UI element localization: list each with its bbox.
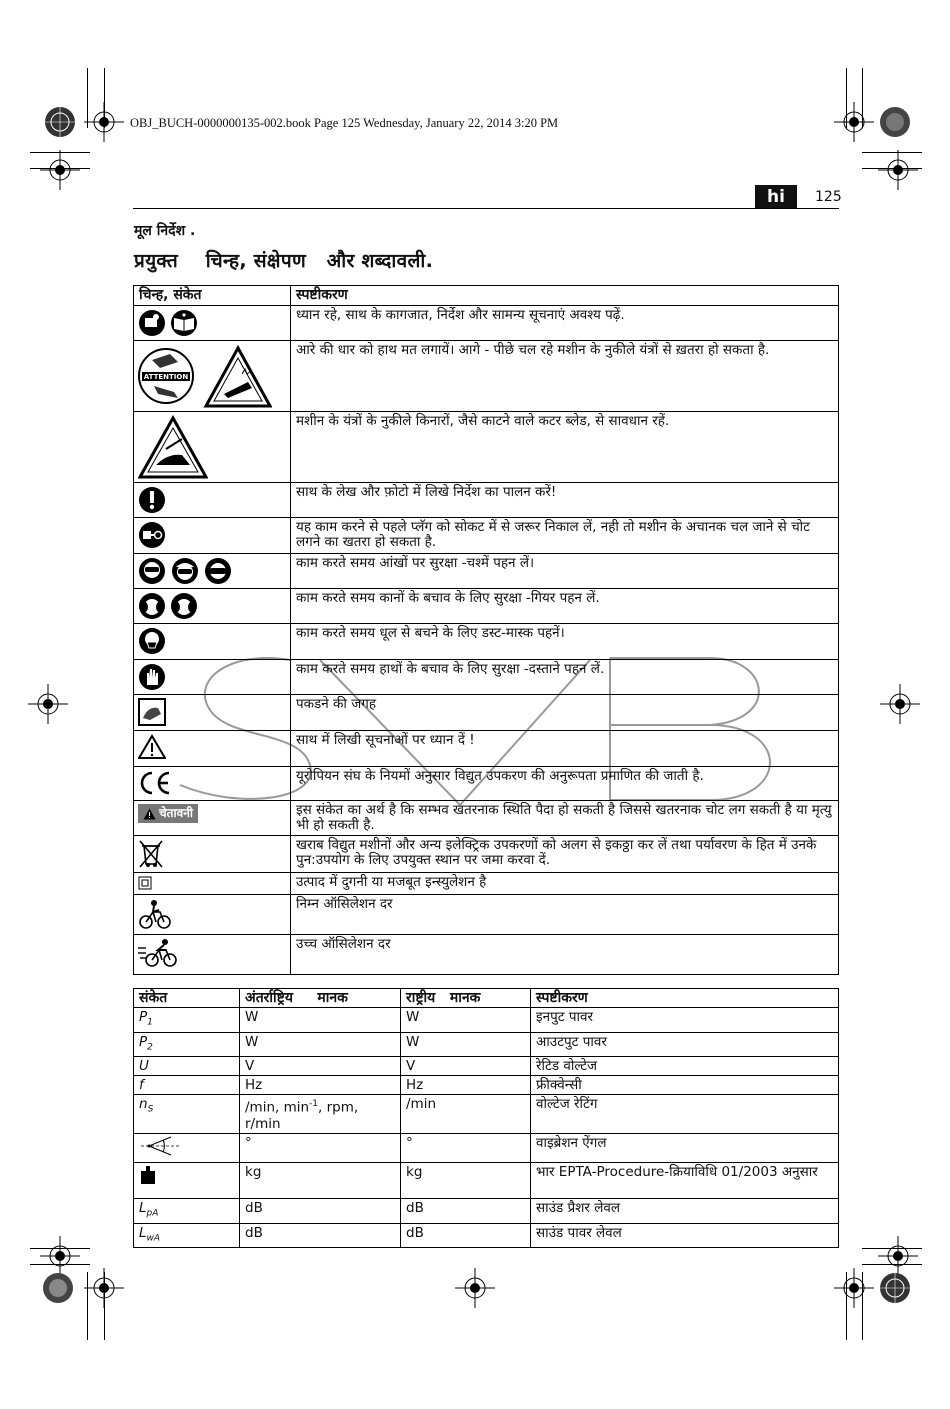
table-row — [134, 483, 839, 518]
intl-unit: Hz — [240, 1076, 401, 1095]
table-row — [134, 695, 839, 731]
symbols-table-header — [134, 286, 839, 306]
table-row — [134, 801, 839, 836]
row-explanation: पकडने की जगह — [291, 695, 839, 731]
unit-explanation: इनपुट पावर — [531, 1008, 839, 1033]
dust-mask-icon — [138, 627, 166, 655]
symbols-table — [133, 285, 839, 975]
header-international: अंतर्राष्ट्रिय मानक — [240, 989, 401, 1008]
crosshair-mark-icon — [834, 102, 874, 142]
row-explanation: मशीन के यंत्रों के नुकीले किनारों, जैसे काटने वाले कटर ब्लेड, से सावधान रहें. — [291, 412, 839, 483]
crosshair-mark-icon — [834, 1268, 874, 1308]
table-row — [134, 767, 839, 801]
page-subtitle: मूल निर्देश . — [134, 223, 196, 239]
row-explanation: इस संकेत का अर्थ है कि सम्भव खतरनाक स्थिति पैदा हो सकती है जिससे खतरनाक चोट लग सकती है या मृत्यु भी हो सकती है. — [291, 801, 839, 836]
language-tab: hi — [755, 185, 797, 209]
symbol-subscript: wA — [146, 1233, 161, 1244]
gloves-icon — [138, 663, 166, 691]
table-row — [134, 1008, 839, 1033]
header-explanation: स्पष्टीकरण — [291, 286, 839, 306]
unit-symbol — [134, 1198, 240, 1223]
crosshair-mark-icon — [880, 684, 920, 724]
table-row — [134, 1076, 839, 1095]
row-explanation: काम करते समय कानों के बचाव के लिए सुरक्षा -गियर पहन लें. — [291, 589, 839, 624]
unit-explanation: भार EPTA-Procedure-क्रियाविधि 01/2003 अनुसार — [531, 1162, 839, 1198]
intl-unit: W — [240, 1032, 401, 1057]
table-row — [134, 660, 839, 695]
row-explanation: काम करते समय धूल से बचने के लिए डस्ट-मास्क पहनें। — [291, 624, 839, 660]
slow-cyclist-icon — [138, 898, 172, 930]
eye-protection-icon — [138, 557, 232, 585]
table-row — [134, 624, 839, 660]
registration-mark-icon — [38, 1268, 78, 1308]
row-explanation: उच्च ऑसिलेशन दर — [291, 935, 839, 975]
natl-unit: Hz — [401, 1076, 531, 1095]
table-row — [134, 731, 839, 767]
unit-symbol — [134, 1095, 240, 1134]
symbol-letter: P — [139, 1033, 148, 1050]
symbol-letter: L — [139, 1199, 147, 1216]
registration-mark-icon — [40, 102, 80, 142]
row-explanation: खराब विद्युत मशीनों और अन्य इलेक्ट्रिक उपकरणों को अलग से इकठ्ठा कर लें तथा पर्यावरण के हित में उनके पुन:उपयोग के लिए उपयुक्त स्थान पर जमा करवा दें. — [291, 836, 839, 873]
page-title: प्रयुक्त चिन्ह, संक्षेपण और शब्दावली. — [134, 250, 434, 272]
units-table — [133, 988, 839, 1248]
natl-unit: W — [401, 1032, 531, 1057]
unit-explanation: रेटिड वोल्टेज — [531, 1057, 839, 1076]
unit-explanation: साउंड प्रैशर लेवल — [531, 1198, 839, 1223]
table-row — [134, 306, 839, 341]
attention-blade-icon — [138, 344, 272, 408]
symbol-letter: U — [139, 1058, 149, 1075]
weee-bin-icon — [138, 839, 164, 869]
warning-badge-icon — [143, 808, 156, 820]
crosshair-mark-icon — [28, 684, 68, 724]
row-explanation: ध्यान रहे, साथ के कागजात, निर्देश और सामन्य सूचनाएं अवश्य पढ़ें. — [291, 306, 839, 341]
ce-mark-icon — [138, 770, 172, 796]
symbol-letter: n — [139, 1096, 148, 1113]
double-insulation-icon — [138, 876, 152, 890]
row-explanation: साथ के लेख और फ़ोटो में लिखे निर्देश का पालन करें! — [291, 483, 839, 518]
table-row — [134, 1223, 839, 1248]
crosshair-mark-icon — [40, 150, 80, 190]
unit-symbol — [134, 1223, 240, 1248]
unit-explanation: आउटपुट पावर — [531, 1032, 839, 1057]
header-symbol: संकेत — [134, 989, 240, 1008]
table-row — [134, 1162, 839, 1198]
crosshair-mark-icon — [878, 150, 918, 190]
symbol-letter: P — [139, 1009, 148, 1025]
unit-symbol — [134, 1008, 240, 1033]
row-explanation: साथ में लिखी सूचनाओं पर ध्यान दें ! — [291, 731, 839, 767]
grip-area-icon — [138, 698, 166, 726]
table-row — [134, 1133, 839, 1162]
row-explanation: आरे की धार को हाथ मत लगायें। आगे - पीछे चल रहे मशीन के नुकीले यंत्रों से ख़तरा हो सकता है. — [291, 341, 839, 412]
header-explanation: स्पष्टीकरण — [531, 989, 839, 1008]
natl-unit: V — [401, 1057, 531, 1076]
unit-symbol — [134, 1133, 240, 1162]
natl-unit: ° — [401, 1133, 531, 1162]
row-explanation: काम करते समय हाथों के बचाव के लिए सुरक्षा -दस्ताने पहन लें. — [291, 660, 839, 695]
unit-explanation: साउंड पावर लेवल — [531, 1223, 839, 1248]
ear-protection-icon — [138, 592, 200, 620]
intl-unit: dB — [240, 1223, 401, 1248]
unit-symbol — [134, 1032, 240, 1057]
table-row — [134, 554, 839, 589]
natl-unit: dB — [401, 1223, 531, 1248]
crosshair-mark-icon — [84, 1268, 124, 1308]
row-explanation: काम करते समय आंखों पर सुरक्षा -चश्में पहन लें। — [291, 554, 839, 589]
symbol-subscript: S — [147, 1105, 154, 1116]
symbol-subscript: 1 — [147, 1017, 153, 1028]
read-manual-icon — [138, 309, 200, 337]
crosshair-mark-icon — [84, 102, 124, 142]
registration-mark-icon — [875, 102, 915, 142]
unit-explanation: फ्रीक्वेन्सी — [531, 1076, 839, 1095]
unplug-icon — [138, 521, 166, 549]
table-row — [134, 1032, 839, 1057]
crosshair-mark-icon — [455, 1268, 495, 1308]
intl-unit: ° — [240, 1133, 401, 1162]
registration-mark-icon — [875, 1268, 915, 1308]
table-row — [134, 895, 839, 935]
file-info-header: OBJ_BUCH-0000000135-002.book Page 125 Wednesday, January 22, 2014 3:20 PM — [130, 116, 559, 130]
mandatory-action-icon — [138, 486, 166, 514]
natl-unit: W — [401, 1008, 531, 1033]
table-row — [134, 1057, 839, 1076]
warning-triangle-icon — [138, 734, 166, 760]
row-explanation: यूरोपियन संघ के नियमों अनुसार विद्युत उपकरण की अनुरूपता प्रमाणित की जाती है. — [291, 767, 839, 801]
natl-unit: /min — [401, 1095, 531, 1134]
symbol-subscript: pA — [146, 1208, 159, 1219]
symbol-letter: L — [139, 1224, 147, 1241]
intl-unit: W — [240, 1008, 401, 1033]
symbol-letter: f — [139, 1077, 144, 1094]
row-explanation: यह काम करने से पहले प्लॅग को सोकट में से जरूर निकाल लें, नही तो मशीन के अचानक चल जाने से चोट लगने का खतरा हो सकता है. — [291, 518, 839, 554]
table-row — [134, 589, 839, 624]
table-row — [134, 341, 839, 412]
natl-unit: dB — [401, 1198, 531, 1223]
intl-unit: kg — [240, 1162, 401, 1198]
intl-unit: /min, $\min^{-1}$, rpm, r/min — [240, 1095, 401, 1134]
fast-cyclist-icon — [138, 938, 178, 968]
table-row — [134, 518, 839, 554]
unit-symbol — [134, 1057, 240, 1076]
intl-unit: dB — [240, 1198, 401, 1223]
svg-text:ATTENTION: ATTENTION — [143, 373, 189, 381]
header-rule — [133, 208, 839, 209]
warning-badge — [138, 804, 198, 823]
page-number: 125 — [815, 189, 842, 205]
table-row — [134, 836, 839, 873]
angle-icon — [139, 1135, 183, 1157]
unit-explanation: वोल्टेज रेटिंग — [531, 1095, 839, 1134]
natl-unit: kg — [401, 1162, 531, 1198]
header-symbol: चिन्ह, संकेत — [134, 286, 291, 306]
row-explanation: निम्न ऑसिलेशन दर — [291, 895, 839, 935]
unit-symbol — [134, 1162, 240, 1198]
weight-icon — [139, 1164, 157, 1186]
units-table-header — [134, 989, 839, 1008]
table-row — [134, 1095, 839, 1134]
table-row — [134, 1198, 839, 1223]
unit-explanation: वाइब्रेशन ऐंगल — [531, 1133, 839, 1162]
table-row — [134, 935, 839, 975]
table-row — [134, 873, 839, 895]
symbol-subscript: 2 — [147, 1042, 153, 1053]
header-national: राष्ट्रीय मानक — [401, 989, 531, 1008]
sharp-edge-warning-icon — [138, 415, 208, 479]
warning-badge-label: चेतावनी — [159, 806, 194, 820]
intl-unit: V — [240, 1057, 401, 1076]
table-row — [134, 412, 839, 483]
row-explanation: उत्पाद में दुगनी या मजबूत इन्स्युलेशन है — [291, 873, 839, 895]
unit-symbol — [134, 1076, 240, 1095]
